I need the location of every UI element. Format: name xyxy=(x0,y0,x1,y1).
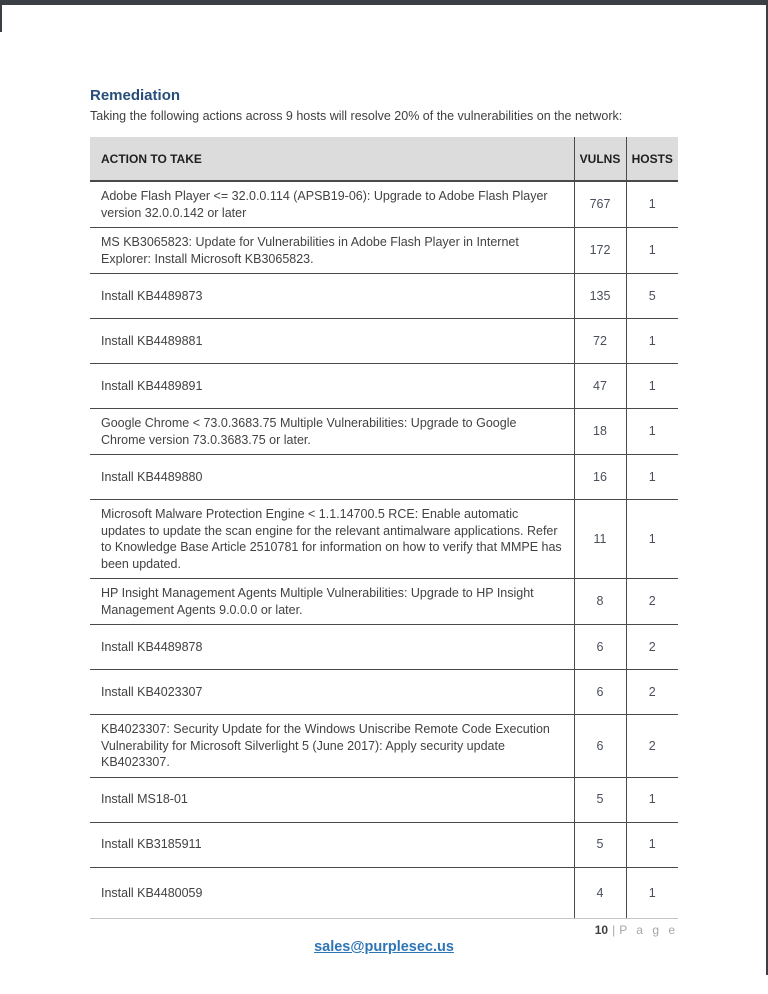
hosts-cell: 1 xyxy=(626,822,678,867)
action-cell: Install MS18-01 xyxy=(90,777,574,822)
table-row xyxy=(90,625,678,670)
table-row xyxy=(90,822,678,867)
action-cell: Google Chrome < 73.0.3683.75 Multiple Vulnerabilities: Upgrade to Google Chrome version 73.0.3683.75 or later. xyxy=(90,409,574,455)
action-cell: KB4023307: Security Update for the Windows Uniscribe Remote Code Execution Vulnerability for Microsoft Silverlight 5 (June 2017): Apply security update KB4023307. xyxy=(90,715,574,778)
vulns-cell: 172 xyxy=(574,228,626,274)
hosts-cell: 1 xyxy=(626,455,678,500)
table-row xyxy=(90,181,678,228)
vulns-cell: 5 xyxy=(574,777,626,822)
table-header-row xyxy=(90,137,678,181)
hosts-cell: 1 xyxy=(626,228,678,274)
vulns-cell: 72 xyxy=(574,319,626,364)
table-row xyxy=(90,579,678,625)
vulns-cell: 135 xyxy=(574,274,626,319)
vulns-cell: 6 xyxy=(574,625,626,670)
column-header-hosts: HOSTS xyxy=(626,137,678,181)
action-cell: Install KB3185911 xyxy=(90,822,574,867)
hosts-cell: 2 xyxy=(626,579,678,625)
hosts-cell: 2 xyxy=(626,670,678,715)
table-row xyxy=(90,455,678,500)
hosts-cell: 1 xyxy=(626,500,678,579)
column-header-action: ACTION TO TAKE xyxy=(90,137,574,181)
hosts-cell: 2 xyxy=(626,715,678,778)
vulns-cell: 6 xyxy=(574,715,626,778)
table-header xyxy=(90,137,678,181)
hosts-cell: 2 xyxy=(626,625,678,670)
action-cell: HP Insight Management Agents Multiple Vulnerabilities: Upgrade to HP Insight Management Agents 9.0.0.0 or later. xyxy=(90,579,574,625)
hosts-cell: 1 xyxy=(626,409,678,455)
action-cell: Install KB4480059 xyxy=(101,885,203,900)
column-header-vulns: VULNS xyxy=(574,137,626,181)
vulns-cell: 47 xyxy=(574,364,626,409)
table-row xyxy=(90,409,678,455)
page-number-separator: | xyxy=(612,923,616,937)
table-row xyxy=(90,274,678,319)
email-link[interactable]: sales@purplesec.us xyxy=(314,939,454,955)
page-number: 10 xyxy=(594,923,609,937)
vulns-cell: 5 xyxy=(574,822,626,867)
table-row xyxy=(90,500,678,579)
viewer-chrome-left-edge xyxy=(0,5,2,32)
page-number-line xyxy=(90,919,678,937)
vulns-cell: 16 xyxy=(574,455,626,500)
vulns-cell: 767 xyxy=(574,181,626,228)
hosts-cell: 1 xyxy=(626,867,678,918)
hosts-cell: 1 xyxy=(626,364,678,409)
hosts-cell: 1 xyxy=(626,319,678,364)
action-cell: Install KB4489880 xyxy=(90,455,574,500)
action-cell: Install KB4023307 xyxy=(90,670,574,715)
intro-text: Taking the following actions across 9 hosts will resolve 20% of the vulnerabilities on the network: xyxy=(90,109,623,123)
action-cell: Adobe Flash Player <= 32.0.0.114 (APSB19-06): Upgrade to Adobe Flash Player version 32.0.0.142 or later xyxy=(90,181,574,228)
vulns-cell: 4 xyxy=(574,867,626,918)
table-row xyxy=(90,670,678,715)
action-cell: Install KB4489873 xyxy=(90,274,574,319)
section-heading: Remediation xyxy=(90,87,181,104)
table-row xyxy=(90,319,678,364)
vulns-cell: 6 xyxy=(574,670,626,715)
table-row xyxy=(90,364,678,409)
table-body xyxy=(90,181,678,918)
table-row xyxy=(90,228,678,274)
viewer-chrome-top-bar xyxy=(0,0,768,5)
action-cell: MS KB3065823: Update for Vulnerabilities in Adobe Flash Player in Internet Explorer: Install Microsoft KB3065823. xyxy=(90,228,574,274)
page-content xyxy=(90,87,678,956)
table-row xyxy=(90,777,678,822)
hosts-cell: 1 xyxy=(626,181,678,228)
hosts-cell: 1 xyxy=(626,777,678,822)
action-cell: Install KB4489878 xyxy=(90,625,574,670)
action-cell: Microsoft Malware Protection Engine < 1.1.14700.5 RCE: Enable automatic updates to update the scan engine for the relevant antimalware applications. Refer to Knowledge Base Article 2510781 for information on how to verify that MMPE has been updated. xyxy=(90,500,574,579)
vulns-cell: 11 xyxy=(574,500,626,579)
vulns-cell: 18 xyxy=(574,409,626,455)
table-row xyxy=(90,867,678,918)
hosts-cell: 5 xyxy=(626,274,678,319)
action-cell: Install KB4489891 xyxy=(90,364,574,409)
remediation-table xyxy=(90,137,678,918)
footer-email-line xyxy=(90,938,678,956)
table-row xyxy=(90,715,678,778)
action-cell: Install KB4489881 xyxy=(90,319,574,364)
vulns-cell: 8 xyxy=(574,579,626,625)
page-word: P a g e xyxy=(619,923,678,937)
